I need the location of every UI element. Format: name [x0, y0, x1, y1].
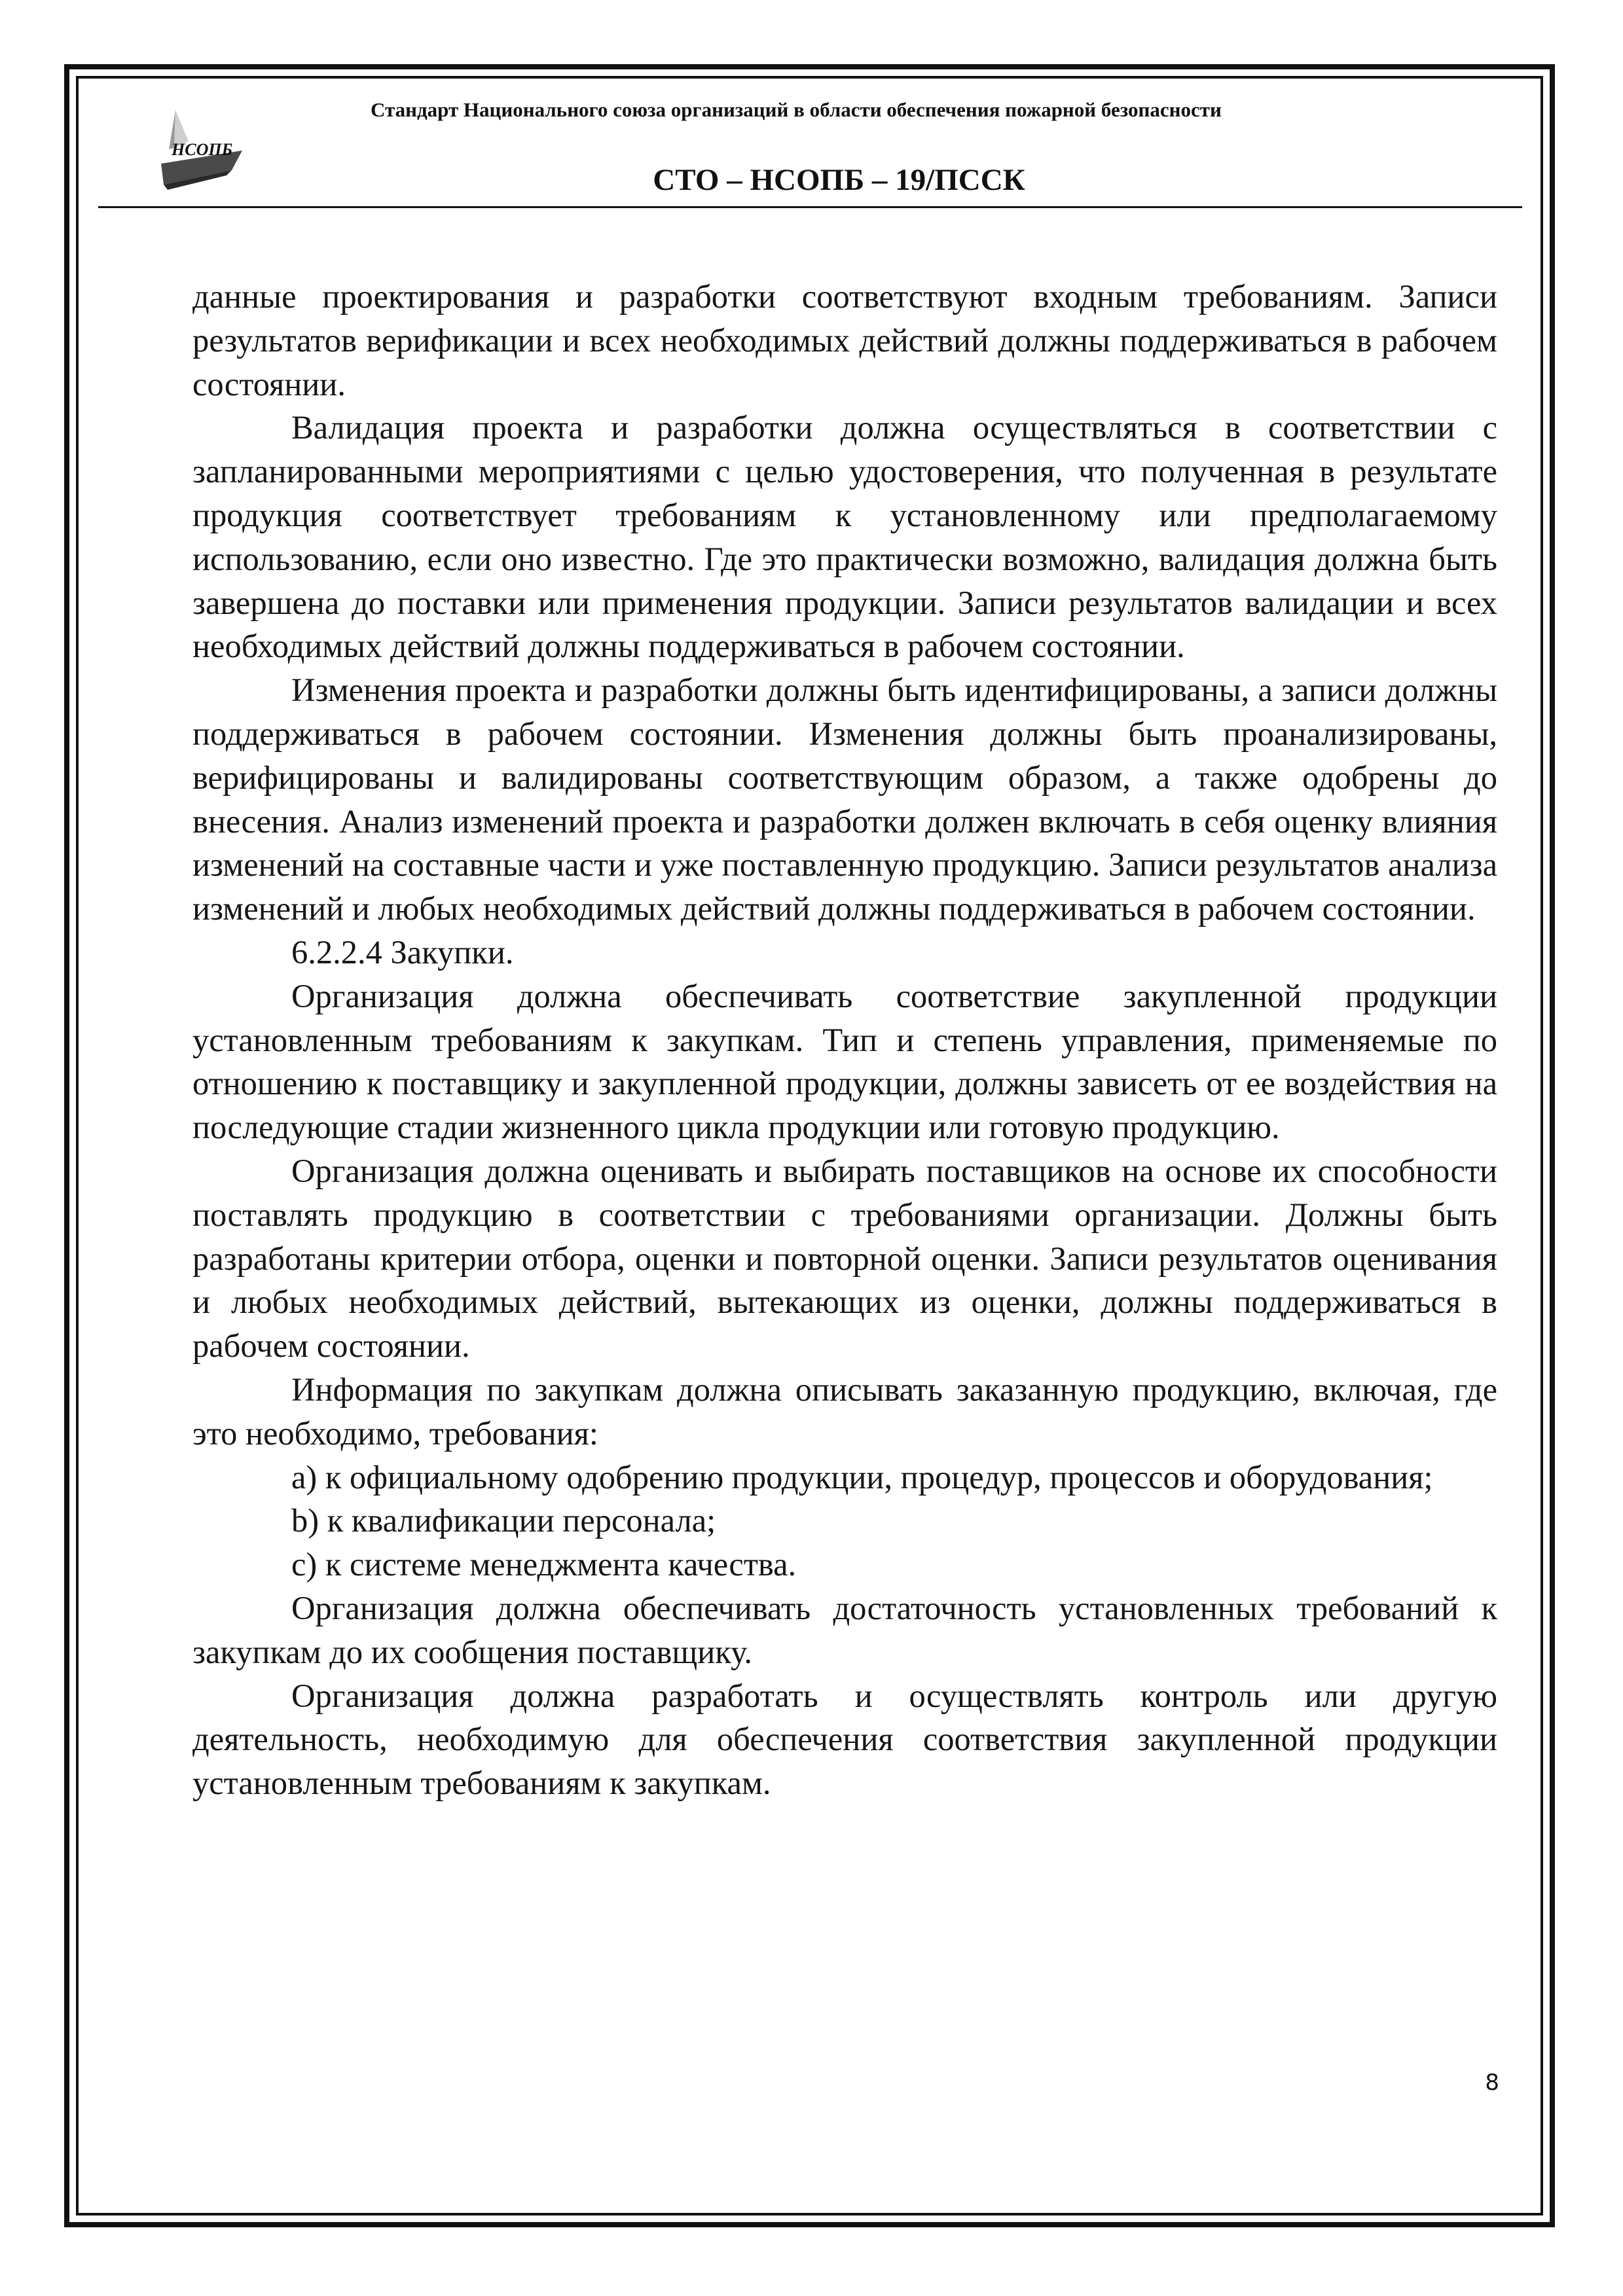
- document-body: [192, 275, 1497, 1805]
- paragraph: Изменения проекта и разработки должны быть идентифицированы, а записи должны поддерживаться в рабочем состоянии. Изменения должны быть проанализированы, верифицированы и валидированы соответствующим образом, а также одобрены до внесения. Анализ изменений проекта и разработки должен включать в себя оценку влияния изменений на составные части и уже поставленную продукцию. Записи результатов анализа изменений и любых необходимых действий должны поддерживаться в рабочем состоянии.: [192, 672, 1497, 927]
- header-organization: Стандарт Национального союза организаций в области обеспечения пожарной безопасности: [371, 98, 1222, 121]
- paragraph: Организация должна обеспечивать соответствие закупленной продукции установленным требованиям к закупкам. Тип и степень управления, применяемые по отношению к поставщику и закупленной продукции, должны зависеть от ее воздействия на последующие стадии жизненного цикла продукции или готовую продукцию.: [192, 977, 1497, 1146]
- list-item: c) к системе менеджмента качества.: [291, 1546, 797, 1583]
- paragraph: Организация должна оценивать и выбирать поставщиков на основе их способности поставлять продукцию в соответствии с требованиями организации. Должны быть разработаны критерии отбора, оценки и повторной оценки. Записи результатов оценивания и любых необходимых действий, вытекающих из оценки, должны поддерживаться в рабочем состоянии.: [192, 1152, 1497, 1365]
- header-divider: [98, 206, 1522, 208]
- paragraph: данные проектирования и разработки соответствуют входным требованиям. Записи результатов верификации и всех необходимых действий должны поддерживаться в рабочем состоянии.: [192, 278, 1497, 403]
- page-number: 8: [1485, 2070, 1499, 2096]
- paragraph: Информация по закупкам должна описывать заказанную продукцию, включая, где это необходимо, требования:: [192, 1371, 1497, 1452]
- list-item: b) к квалификации персонала;: [291, 1502, 716, 1539]
- section-heading: 6.2.2.4 Закупки.: [291, 933, 514, 971]
- paragraph: Организация должна разработать и осуществлять контроль или другую деятельность, необходимую для обеспечения соответствия закупленной продукции установленным требованиям к закупкам.: [192, 1677, 1497, 1802]
- standard-code: СТО – НСОПБ – 19/ПССК: [653, 163, 1025, 197]
- list-item: a) к официальному одобрению продукции, процедур, процессов и оборудования;: [291, 1458, 1433, 1496]
- paragraph: Валидация проекта и разработки должна осуществляться в соответствии с запланированными мероприятиями с целью удостоверения, что полученная в результате продукция соответствует требованиям к установленному или предполагаемому использованию, если оно известно. Где это практически возможно, валидация должна быть завершена до поставки или применения продукции. Записи результатов валидации и всех необходимых действий должны поддерживаться в рабочем состоянии.: [192, 409, 1497, 665]
- paragraph: Организация должна обеспечивать достаточность установленных требований к закупкам до их сообщения поставщику.: [192, 1589, 1497, 1670]
- logo-text: НСОПБ: [172, 140, 233, 159]
